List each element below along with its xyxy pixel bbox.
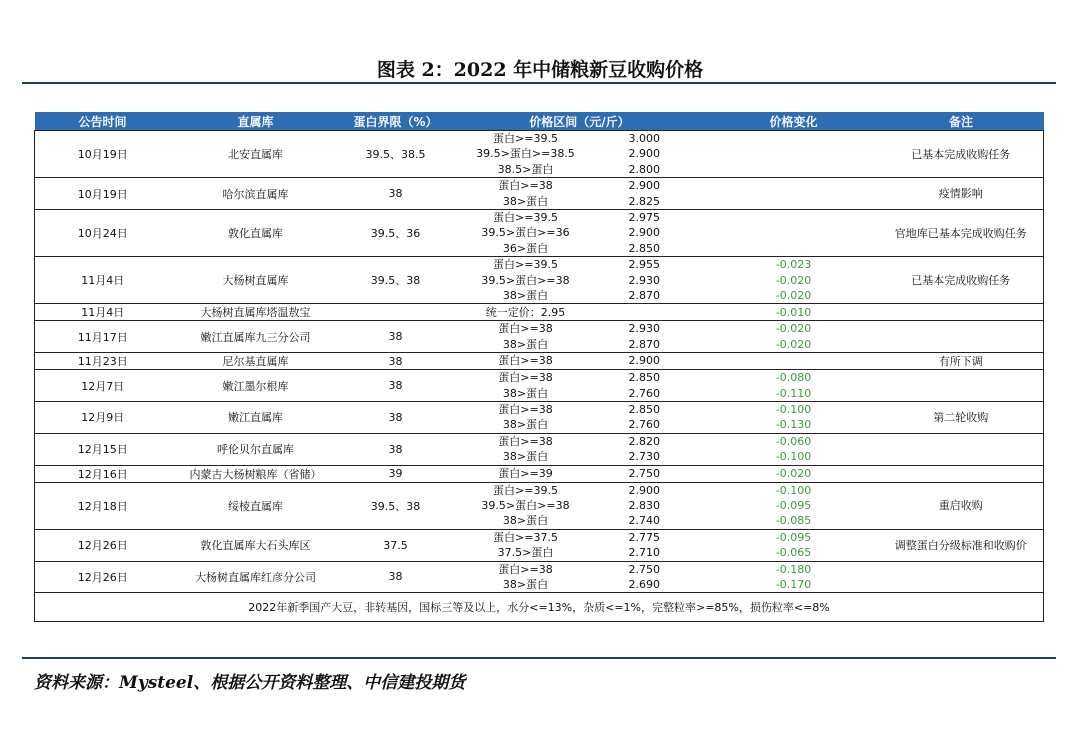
source-note: 资料来源：Mysteel、根据公开资料整理、中信建投期货 [34, 673, 466, 693]
price-table [34, 112, 1044, 622]
cell-price-change [709, 370, 879, 402]
price-line [451, 434, 709, 449]
cell-date [35, 353, 171, 370]
price-value: 2.750 [628, 466, 660, 480]
cell-price-change [709, 529, 879, 561]
price-condition: 39.5>蛋白>=36 [481, 226, 570, 240]
table-row [35, 209, 1044, 256]
price-change-value: -0.170 [775, 577, 812, 591]
header-price-range: 价格区间（元/斤） [451, 112, 709, 131]
cell-price-range [451, 433, 709, 465]
cell-protein-text: 38 [388, 379, 403, 393]
price-change-value: -0.023 [775, 258, 812, 272]
price-condition: 蛋白>=37.5 [493, 530, 558, 544]
price-value: 2.900 [628, 226, 660, 240]
table-row [35, 401, 1044, 433]
price-value: 2.710 [628, 546, 660, 560]
cell-depot [171, 465, 341, 482]
cell-protein-text: 38 [388, 442, 403, 456]
price-value: 2.955 [628, 258, 660, 272]
cell-depot-text: 大杨树直属库红彦分公司 [195, 570, 316, 584]
cell-date-text: 12月9日 [81, 411, 125, 425]
cell-date [35, 482, 171, 529]
cell-date [35, 209, 171, 256]
price-value: 3.000 [628, 132, 660, 145]
price-condition: 38>蛋白 [502, 194, 549, 208]
price-line [451, 337, 709, 352]
cell-protein [341, 370, 451, 402]
header-date: 公告时间 [35, 112, 171, 131]
cell-note-text: 疫情影响 [938, 187, 983, 201]
cell-price-change [709, 353, 879, 370]
cell-date-text: 10月19日 [77, 187, 128, 201]
cell-price-range [451, 370, 709, 402]
price-change-value: -0.080 [775, 371, 812, 385]
cell-protein [341, 257, 451, 304]
price-value [601, 305, 709, 320]
cell-date [35, 465, 171, 482]
cell-depot-text: 嫩江直属库九三分公司 [200, 330, 311, 344]
cell-depot-text: 尼尔基直属库 [222, 355, 289, 369]
table-row [35, 433, 1044, 465]
price-value: 2.930 [628, 273, 660, 287]
cell-protein-text: 39.5、38.5 [365, 148, 426, 162]
price-condition: 蛋白>=39.5 [493, 132, 558, 145]
price-condition: 36>蛋白 [502, 241, 549, 255]
table-row [35, 131, 1044, 178]
price-condition: 38>蛋白 [502, 418, 549, 432]
cell-depot-text: 呼伦贝尔直属库 [217, 443, 294, 457]
price-change-value: -0.095 [775, 498, 812, 512]
price-condition: 38>蛋白 [502, 514, 549, 528]
cell-date-text: 11月4日 [81, 306, 125, 320]
bottom-rule [22, 657, 1056, 659]
price-condition: 38>蛋白 [502, 450, 549, 464]
price-line [451, 225, 709, 240]
cell-price-change [709, 482, 879, 529]
cell-depot-text: 大杨树直属库塔温敖宝 [200, 306, 311, 320]
price-condition: 38>蛋白 [502, 577, 549, 591]
cell-protein [341, 304, 451, 321]
table-header-row [35, 112, 1044, 131]
price-line [451, 146, 709, 161]
cell-price-range [451, 257, 709, 304]
price-line [451, 386, 709, 401]
cell-depot [171, 401, 341, 433]
price-condition: 39.5>蛋白>=38.5 [476, 147, 575, 161]
price-line [451, 194, 709, 209]
cell-protein [341, 433, 451, 465]
cell-date-text: 10月19日 [77, 148, 128, 162]
cell-price-range [451, 353, 709, 370]
cell-note-text: 已基本完成收购任务 [911, 273, 1011, 287]
cell-depot [171, 433, 341, 465]
cell-note [879, 482, 1044, 529]
price-condition: 蛋白>=39.5 [493, 483, 558, 497]
cell-depot [171, 304, 341, 321]
table-row [35, 482, 1044, 529]
price-value: 2.900 [628, 179, 660, 193]
cell-note [879, 321, 1044, 353]
price-line [451, 483, 709, 498]
cell-date [35, 561, 171, 593]
cell-protein-text: 39 [388, 467, 403, 481]
table-row [35, 257, 1044, 304]
cell-depot-text: 嫩江墨尔根库 [222, 379, 289, 393]
cell-depot [171, 321, 341, 353]
price-condition: 39.5>蛋白>=38 [481, 273, 570, 287]
price-condition: 蛋白>=39.5 [493, 258, 558, 272]
price-change-value: -0.100 [775, 402, 812, 416]
figure-title: 图表 2：2022 年中储粮新豆收购价格 [376, 59, 704, 81]
cell-date [35, 131, 171, 178]
price-line [451, 577, 709, 592]
cell-protein [341, 178, 451, 210]
cell-price-range [451, 529, 709, 561]
price-line [451, 353, 709, 368]
price-value: 2.900 [628, 147, 660, 161]
cell-depot [171, 178, 341, 210]
cell-price-change [709, 304, 879, 321]
top-rule [22, 82, 1056, 84]
cell-depot-text: 敦化直属库大石头库区 [200, 539, 311, 553]
price-condition: 蛋白>=38 [498, 179, 553, 193]
cell-depot-text: 嫩江直属库 [228, 411, 283, 425]
price-line [451, 417, 709, 432]
price-condition: 统一定价：2.95 [485, 305, 566, 319]
price-change-value: -0.020 [775, 273, 812, 287]
price-condition: 38>蛋白 [502, 288, 549, 302]
price-line [451, 545, 709, 560]
cell-note [879, 178, 1044, 210]
cell-protein-text: 37.5 [383, 538, 408, 552]
cell-depot [171, 131, 341, 178]
price-line [451, 449, 709, 464]
price-value: 2.730 [628, 450, 660, 464]
price-value: 2.850 [628, 402, 660, 416]
cell-date [35, 257, 171, 304]
cell-protein-text: 38 [388, 354, 403, 368]
cell-note-text: 有所下调 [938, 354, 983, 368]
price-line [451, 241, 709, 256]
cell-date-text: 11月4日 [81, 274, 125, 288]
price-value: 2.850 [628, 371, 660, 385]
price-value: 2.690 [628, 577, 660, 591]
price-line [451, 321, 709, 336]
cell-note-text: 重启收购 [938, 499, 983, 513]
price-condition: 37.5>蛋白 [497, 546, 554, 560]
cell-protein [341, 401, 451, 433]
price-line [451, 162, 709, 177]
price-condition: 蛋白>=38 [498, 402, 553, 416]
cell-depot-text: 大杨树直属库 [222, 274, 289, 288]
price-condition: 蛋白>=38 [498, 371, 553, 385]
price-line [451, 562, 709, 577]
price-value: 2.775 [628, 530, 660, 544]
cell-date [35, 178, 171, 210]
price-line [451, 370, 709, 385]
cell-date [35, 304, 171, 321]
cell-protein [341, 131, 451, 178]
cell-note [879, 529, 1044, 561]
cell-note [879, 304, 1044, 321]
cell-date-text: 11月17日 [77, 330, 128, 344]
price-condition: 蛋白>=38 [498, 434, 553, 448]
price-line [451, 178, 709, 193]
price-value: 2.900 [628, 354, 660, 368]
cell-price-range [451, 321, 709, 353]
cell-depot [171, 529, 341, 561]
cell-note [879, 401, 1044, 433]
table-footnote: 2022年新季国产大豆，非转基因，国标三等及以上，水分<=13%，杂质<=1%，完整粒率>=85%，损伤粒率<=8% [35, 593, 1044, 622]
price-condition: 蛋白>=39 [498, 466, 553, 480]
cell-price-change [709, 401, 879, 433]
price-line [451, 498, 709, 513]
price-condition: 蛋白>=38 [498, 354, 553, 368]
price-value: 2.850 [628, 241, 660, 255]
price-change-value: -0.100 [775, 483, 812, 497]
price-change-value: -0.085 [775, 514, 812, 528]
price-line [451, 513, 709, 528]
cell-protein-text: 39.5、36 [370, 227, 421, 241]
price-line [451, 402, 709, 417]
cell-protein [341, 321, 451, 353]
cell-protein [341, 465, 451, 482]
cell-price-change [709, 257, 879, 304]
price-change-value: -0.010 [775, 305, 812, 319]
price-condition: 39.5>蛋白>=38 [481, 498, 570, 512]
price-change-value: -0.130 [775, 418, 812, 432]
cell-note-text: 调整蛋白分级标准和收购价 [894, 538, 1027, 552]
price-line [451, 530, 709, 545]
cell-protein-text: 38 [388, 570, 403, 584]
price-change-value: -0.020 [775, 288, 812, 302]
price-line [451, 131, 709, 146]
cell-depot [171, 370, 341, 402]
cell-protein-text: 38 [388, 187, 403, 201]
price-change-value: -0.020 [775, 322, 812, 336]
price-value: 2.820 [628, 434, 660, 448]
price-condition: 38>蛋白 [502, 337, 549, 351]
cell-note [879, 209, 1044, 256]
cell-note [879, 561, 1044, 593]
cell-depot-text: 内蒙古大杨树粮库（省储） [189, 467, 322, 481]
cell-depot [171, 209, 341, 256]
cell-date-text: 10月24日 [77, 227, 128, 241]
cell-note-text: 已基本完成收购任务 [911, 147, 1011, 161]
price-value: 2.760 [628, 386, 660, 400]
cell-date-text: 12月15日 [77, 443, 128, 457]
cell-price-change [709, 178, 879, 210]
price-condition: 蛋白>=39.5 [493, 210, 558, 224]
price-line [451, 210, 709, 225]
cell-price-range [451, 178, 709, 210]
table-row [35, 561, 1044, 593]
cell-price-change [709, 465, 879, 482]
price-change-value: -0.100 [775, 450, 812, 464]
price-condition: 38.5>蛋白 [497, 162, 554, 176]
price-change-value: -0.065 [775, 546, 812, 560]
price-condition: 38>蛋白 [502, 386, 549, 400]
price-change-value: -0.095 [775, 530, 812, 544]
header-depot: 直属库 [171, 112, 341, 131]
cell-date-text: 12月18日 [77, 499, 128, 513]
cell-protein [341, 209, 451, 256]
cell-protein-text: 39.5、38 [370, 274, 421, 288]
header-price-change: 价格变化 [709, 112, 879, 131]
cell-price-change [709, 209, 879, 256]
price-value: 2.900 [628, 483, 660, 497]
cell-note-text: 第二轮收购 [933, 410, 989, 424]
price-value: 2.800 [628, 162, 660, 176]
cell-note [879, 353, 1044, 370]
table-row [35, 321, 1044, 353]
price-change-value: -0.110 [775, 386, 812, 400]
cell-depot-text: 北安直属库 [228, 148, 283, 162]
cell-depot-text: 哈尔滨直属库 [222, 187, 289, 201]
cell-price-change [709, 561, 879, 593]
cell-depot-text: 敦化直属库 [228, 227, 283, 241]
cell-date-text: 12月7日 [81, 379, 125, 393]
table-row [35, 529, 1044, 561]
price-change-value: -0.020 [775, 466, 812, 480]
price-value: 2.870 [628, 288, 660, 302]
cell-note-text: 官地库已基本完成收购任务 [894, 226, 1027, 240]
cell-price-range [451, 561, 709, 593]
price-condition: 蛋白>=38 [498, 322, 553, 336]
cell-price-change [709, 433, 879, 465]
cell-price-change [709, 321, 879, 353]
price-condition: 蛋白>=38 [498, 562, 553, 576]
cell-depot [171, 257, 341, 304]
cell-note [879, 465, 1044, 482]
cell-date-text: 12月26日 [77, 570, 128, 584]
price-value: 2.830 [628, 498, 660, 512]
price-value: 2.760 [628, 418, 660, 432]
cell-depot [171, 561, 341, 593]
table-row [35, 370, 1044, 402]
cell-price-range [451, 131, 709, 178]
price-value: 2.740 [628, 514, 660, 528]
cell-date [35, 401, 171, 433]
price-line [451, 305, 709, 320]
cell-price-range [451, 304, 709, 321]
price-value: 2.825 [628, 194, 660, 208]
cell-protein [341, 353, 451, 370]
cell-date [35, 321, 171, 353]
price-change-value: -0.020 [775, 337, 812, 351]
table-row [35, 353, 1044, 370]
table-row [35, 465, 1044, 482]
price-line [451, 257, 709, 272]
table-row [35, 304, 1044, 321]
cell-date-text: 11月23日 [77, 355, 128, 369]
price-value: 2.975 [628, 210, 660, 224]
cell-depot [171, 482, 341, 529]
cell-price-range [451, 465, 709, 482]
table-row [35, 178, 1044, 210]
cell-protein [341, 482, 451, 529]
cell-date-text: 12月26日 [77, 539, 128, 553]
header-protein: 蛋白界限（%） [341, 112, 451, 131]
cell-note [879, 433, 1044, 465]
price-value: 2.870 [628, 337, 660, 351]
cell-date [35, 529, 171, 561]
cell-protein [341, 561, 451, 593]
cell-protein-text: 38 [388, 410, 403, 424]
cell-price-change [709, 131, 879, 178]
header-note: 备注 [879, 112, 1044, 131]
cell-price-range [451, 209, 709, 256]
cell-protein [341, 529, 451, 561]
cell-date [35, 433, 171, 465]
cell-price-range [451, 482, 709, 529]
cell-note [879, 257, 1044, 304]
cell-price-range [451, 401, 709, 433]
cell-note [879, 370, 1044, 402]
cell-protein-text: 38 [388, 330, 403, 344]
price-line [451, 273, 709, 288]
cell-date [35, 370, 171, 402]
price-line [451, 288, 709, 303]
cell-date-text: 12月16日 [77, 467, 128, 481]
cell-depot [171, 353, 341, 370]
price-change-value: -0.180 [775, 562, 812, 576]
price-value: 2.930 [628, 322, 660, 336]
price-value: 2.750 [628, 562, 660, 576]
cell-depot-text: 绥棱直属库 [228, 499, 283, 513]
cell-protein-text: 39.5、38 [370, 499, 421, 513]
cell-note [879, 131, 1044, 178]
price-line [451, 466, 709, 481]
price-change-value: -0.060 [775, 434, 812, 448]
